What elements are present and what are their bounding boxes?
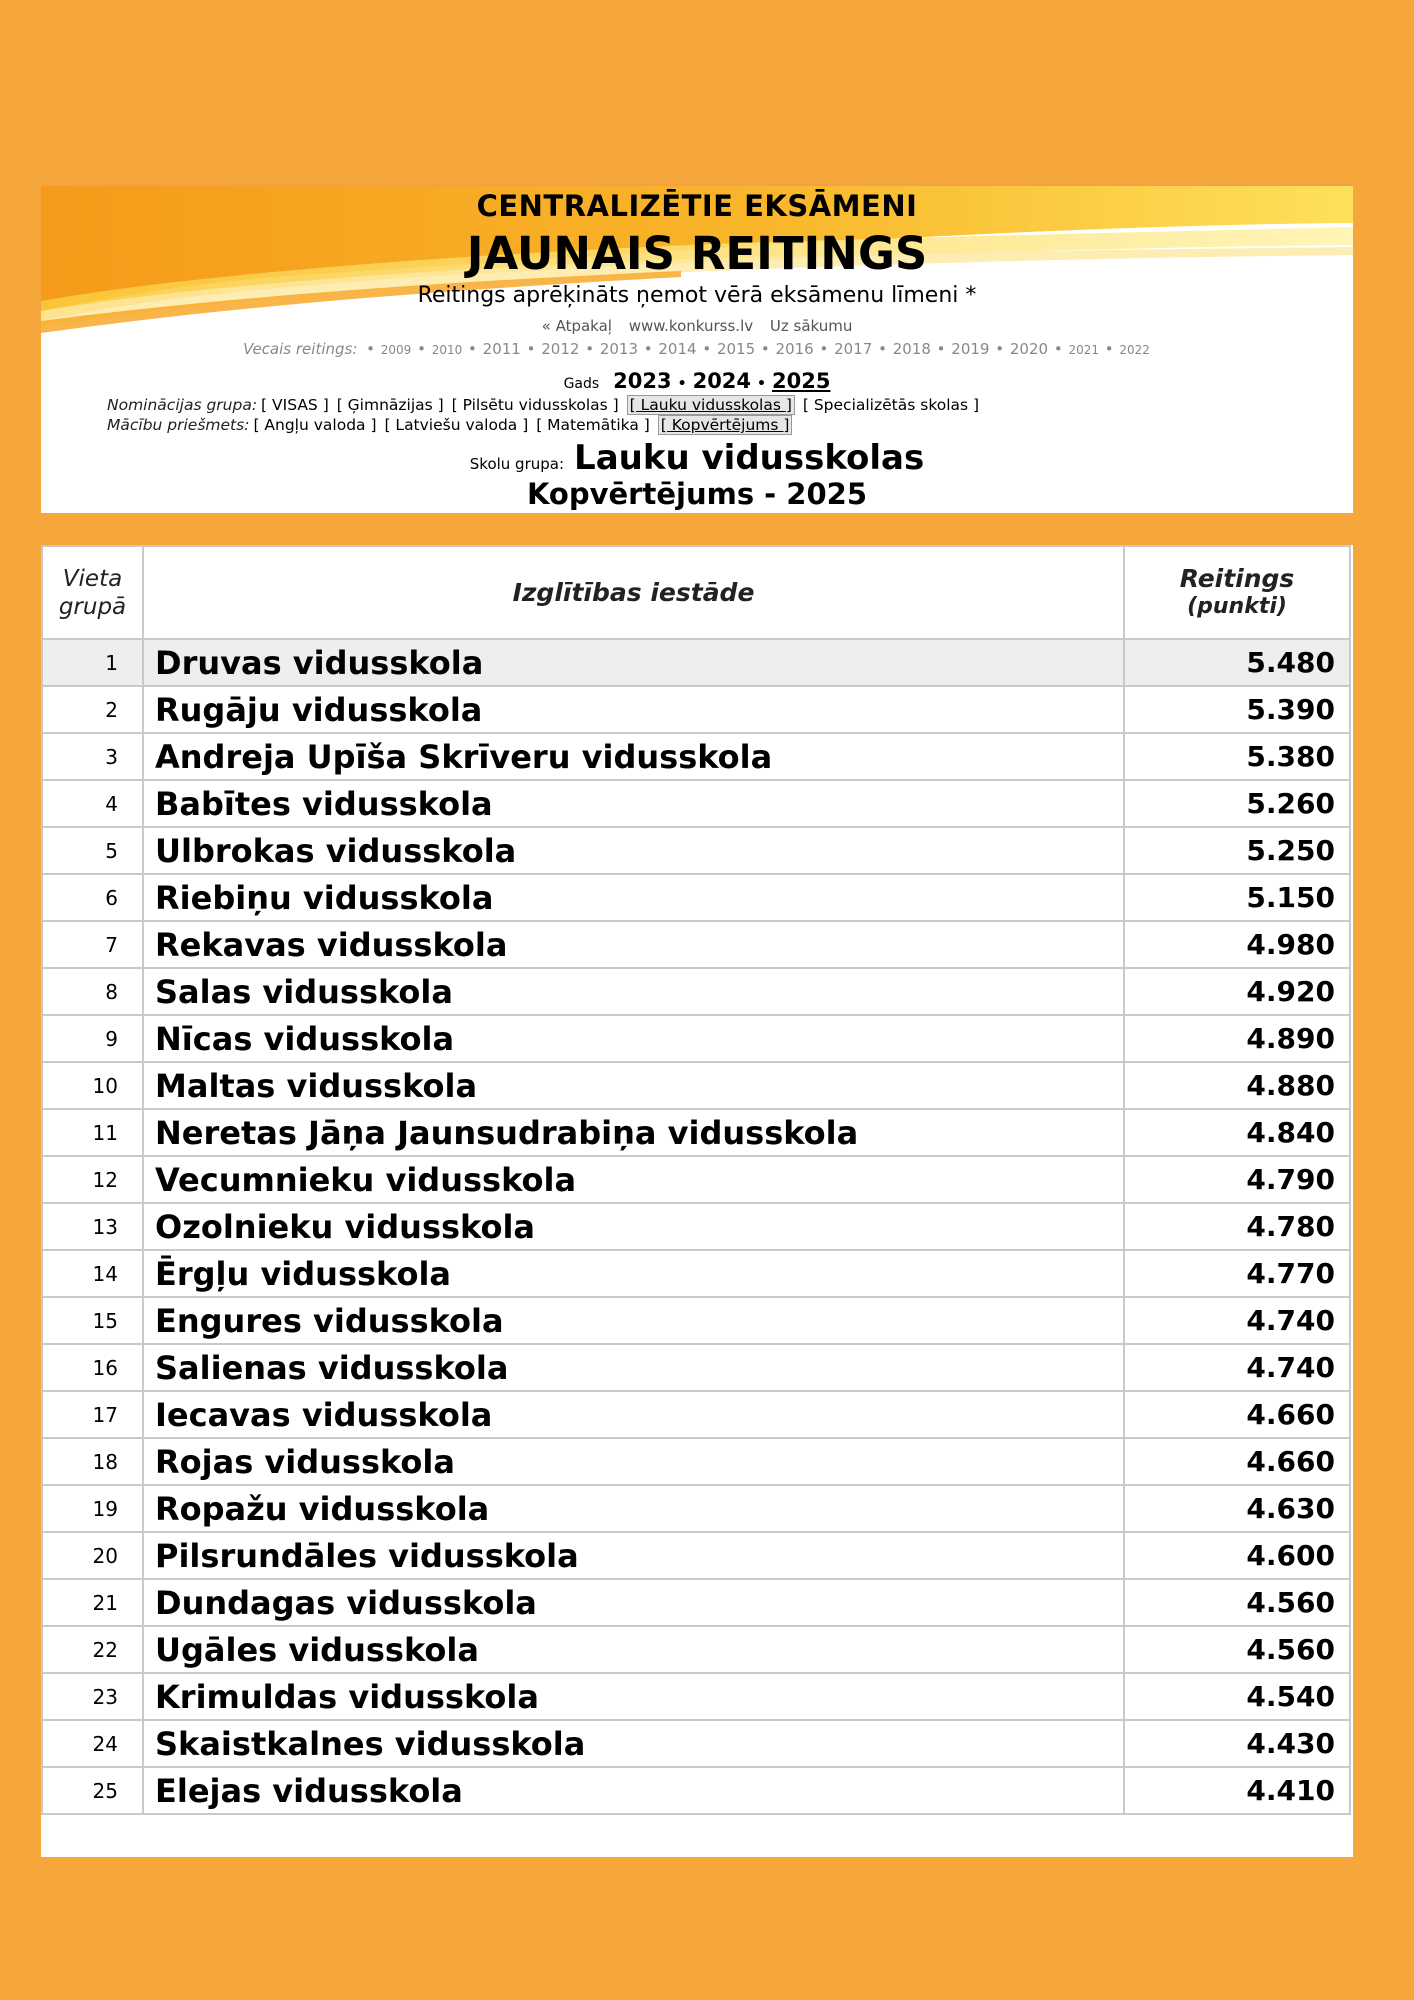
old-year-link[interactable]: 2009	[380, 343, 412, 357]
school-column-header: Izglītības iestāde	[143, 546, 1124, 639]
score-cell: 4.780	[1124, 1203, 1350, 1250]
table-row	[42, 921, 1350, 968]
table-row	[42, 1156, 1350, 1203]
old-year-link[interactable]: 2018	[892, 340, 931, 358]
place-cell: 5	[42, 827, 143, 874]
score-cell: 4.890	[1124, 1015, 1350, 1062]
old-year-link[interactable]: 2012	[541, 340, 580, 358]
separator-dot: •	[361, 340, 380, 358]
old-year-link[interactable]: 2022	[1119, 343, 1150, 357]
school-cell: Ērgļu vidusskola	[143, 1250, 1124, 1297]
score-cell: 4.660	[1124, 1438, 1350, 1485]
school-cell: Rekavas vidusskola	[143, 921, 1124, 968]
school-cell: Ulbrokas vidusskola	[143, 827, 1124, 874]
school-cell: Elejas vidusskola	[143, 1767, 1124, 1814]
table-row	[42, 1579, 1350, 1626]
old-year-link[interactable]: 2021	[1068, 343, 1099, 357]
score-cell: 4.560	[1124, 1626, 1350, 1673]
place-column-header	[42, 546, 143, 639]
score-header-line2: (punkti)	[1187, 593, 1287, 619]
nomination-group-filter	[107, 396, 982, 414]
score-cell: 5.250	[1124, 827, 1350, 874]
score-cell: 4.430	[1124, 1720, 1350, 1767]
score-cell: 4.880	[1124, 1062, 1350, 1109]
subject-options	[253, 416, 795, 434]
table-row	[42, 1720, 1350, 1767]
place-cell: 25	[42, 1767, 143, 1814]
place-cell: 21	[42, 1579, 143, 1626]
separator-dot: •	[412, 340, 431, 358]
table-row	[42, 1344, 1350, 1391]
separator-dot: •	[814, 340, 834, 358]
place-cell: 19	[42, 1485, 143, 1532]
old-ratings-row	[41, 340, 1353, 358]
separator-dot: •	[1099, 340, 1119, 358]
score-cell: 4.660	[1124, 1391, 1350, 1438]
score-cell: 4.980	[1124, 921, 1350, 968]
year-link[interactable]: 2025	[771, 369, 831, 393]
place-cell: 8	[42, 968, 143, 1015]
year-selector	[41, 369, 1353, 393]
score-cell: 5.260	[1124, 780, 1350, 827]
table-row	[42, 1532, 1350, 1579]
table-row	[42, 639, 1350, 686]
home-link[interactable]: Uz sākumu	[769, 317, 853, 335]
table-body	[42, 639, 1350, 1814]
old-year-link[interactable]: 2010	[431, 343, 463, 357]
old-year-link[interactable]: 2015	[716, 340, 756, 358]
place-cell: 12	[42, 1156, 143, 1203]
header-subtitle: Reitings aprēķināts ņemot vērā eksāmenu līmeni *	[417, 283, 977, 308]
school-cell: Pilsrundāles vidusskola	[143, 1532, 1124, 1579]
year-link[interactable]: 2024	[692, 369, 752, 393]
school-cell: Neretas Jāņa Jaunsudrabiņa vidusskola	[143, 1109, 1124, 1156]
school-cell: Andreja Upīša Skrīveru vidusskola	[143, 733, 1124, 780]
school-cell: Krimuldas vidusskola	[143, 1673, 1124, 1720]
table-row	[42, 1673, 1350, 1720]
nomination-option[interactable]: [ Lauku vidusskolas ]	[627, 395, 795, 415]
table-row	[42, 1626, 1350, 1673]
old-years-list	[361, 340, 1151, 358]
place-cell: 11	[42, 1109, 143, 1156]
table-row	[42, 827, 1350, 874]
subject-filter	[107, 416, 795, 434]
score-cell: 4.840	[1124, 1109, 1350, 1156]
school-cell: Ozolnieku vidusskola	[143, 1203, 1124, 1250]
place-cell: 2	[42, 686, 143, 733]
ranking-table	[41, 545, 1351, 1815]
old-year-link[interactable]: 2016	[775, 340, 814, 358]
table-row	[42, 1485, 1350, 1532]
table-row	[42, 1767, 1350, 1814]
school-group-label: Skolu grupa:	[469, 455, 565, 473]
score-cell: 5.390	[1124, 686, 1350, 733]
nomination-option[interactable]: [ VISAS ]	[261, 396, 329, 414]
place-cell: 16	[42, 1344, 143, 1391]
score-cell: 5.480	[1124, 639, 1350, 686]
score-cell: 4.770	[1124, 1250, 1350, 1297]
site-link[interactable]: www.konkurss.lv	[628, 317, 754, 335]
school-cell: Salas vidusskola	[143, 968, 1124, 1015]
table-row	[42, 1250, 1350, 1297]
nomination-option[interactable]: [ Pilsētu vidusskolas ]	[451, 396, 619, 414]
table-row	[42, 1297, 1350, 1344]
separator-dot: •	[677, 376, 687, 392]
old-year-link[interactable]: 2019	[951, 340, 990, 358]
back-link[interactable]: « Atpakaļ	[541, 317, 612, 335]
place-cell: 10	[42, 1062, 143, 1109]
score-cell: 4.600	[1124, 1532, 1350, 1579]
place-cell: 23	[42, 1673, 143, 1720]
place-cell: 18	[42, 1438, 143, 1485]
separator-dot: •	[931, 340, 951, 358]
score-cell: 4.630	[1124, 1485, 1350, 1532]
table-row	[42, 1391, 1350, 1438]
table-row	[42, 1109, 1350, 1156]
school-cell: Maltas vidusskola	[143, 1062, 1124, 1109]
table-row	[42, 1438, 1350, 1485]
school-cell: Rojas vidusskola	[143, 1438, 1124, 1485]
place-cell: 14	[42, 1250, 143, 1297]
separator-dot: •	[757, 376, 766, 392]
old-year-link[interactable]: 2014	[658, 340, 697, 358]
school-cell: Iecavas vidusskola	[143, 1391, 1124, 1438]
separator-dot: •	[463, 340, 482, 358]
school-cell: Druvas vidusskola	[143, 639, 1124, 686]
score-column-header	[1124, 546, 1350, 639]
nomination-option[interactable]: [ Ģimnāzijas ]	[336, 396, 444, 414]
place-cell: 4	[42, 780, 143, 827]
nomination-option[interactable]: [ Specializētās skolas ]	[802, 396, 980, 414]
place-cell: 20	[42, 1532, 143, 1579]
old-year-link[interactable]: 2017	[834, 340, 873, 358]
school-cell: Babītes vidusskola	[143, 780, 1124, 827]
table-row	[42, 874, 1350, 921]
header-banner	[41, 183, 1353, 513]
school-cell: Ugāles vidusskola	[143, 1626, 1124, 1673]
school-cell: Vecumnieku vidusskola	[143, 1156, 1124, 1203]
school-cell: Riebiņu vidusskola	[143, 874, 1124, 921]
table-row	[42, 686, 1350, 733]
place-cell: 6	[42, 874, 143, 921]
place-cell: 13	[42, 1203, 143, 1250]
school-cell: Engures vidusskola	[143, 1297, 1124, 1344]
old-year-link[interactable]: 2013	[599, 340, 638, 358]
school-cell: Skaistkalnes vidusskola	[143, 1720, 1124, 1767]
ranking-table-container	[41, 545, 1353, 1857]
subject-option[interactable]: [ Angļu valoda ]	[253, 416, 377, 434]
place-cell: 22	[42, 1626, 143, 1673]
school-cell: Nīcas vidusskola	[143, 1015, 1124, 1062]
subject-option[interactable]: [ Matemātika ]	[536, 416, 650, 434]
table-row	[42, 733, 1350, 780]
table-row	[42, 968, 1350, 1015]
school-group-heading	[41, 438, 1353, 478]
place-cell: 1	[42, 639, 143, 686]
old-year-link[interactable]: 2011	[482, 340, 521, 358]
place-cell: 7	[42, 921, 143, 968]
result-title: Kopvērtējums - 2025	[526, 477, 868, 511]
subject-option[interactable]: [ Kopvērtējums ]	[658, 415, 793, 435]
place-cell: 24	[42, 1720, 143, 1767]
place-cell: 3	[42, 733, 143, 780]
score-cell: 4.410	[1124, 1767, 1350, 1814]
table-row	[42, 1203, 1350, 1250]
year-label: Gads	[563, 376, 600, 392]
old-year-link[interactable]: 2020	[1009, 340, 1049, 358]
score-cell: 5.150	[1124, 874, 1350, 921]
separator-dot: •	[521, 340, 541, 358]
header-title-line2: JAUNAIS REITINGS	[466, 227, 928, 280]
years-list	[613, 369, 830, 393]
table-row	[42, 1015, 1350, 1062]
place-header-line2: grupā	[58, 593, 127, 620]
table-row	[42, 1062, 1350, 1109]
separator-dot: •	[873, 340, 892, 358]
score-header-line1: Reitings	[1179, 563, 1295, 593]
table-row	[42, 780, 1350, 827]
subject-label: Mācību priešmets:	[107, 416, 250, 434]
separator-dot: •	[697, 340, 716, 358]
school-cell: Ropažu vidusskola	[143, 1485, 1124, 1532]
separator-dot: •	[990, 340, 1009, 358]
subject-option[interactable]: [ Latviešu valoda ]	[384, 416, 529, 434]
score-cell: 4.740	[1124, 1344, 1350, 1391]
score-cell: 4.560	[1124, 1579, 1350, 1626]
school-cell: Dundagas vidusskola	[143, 1579, 1124, 1626]
place-header-line1: Vieta	[62, 565, 123, 592]
year-link[interactable]: 2023	[613, 369, 672, 393]
place-cell: 17	[42, 1391, 143, 1438]
place-cell: 9	[42, 1015, 143, 1062]
score-cell: 4.540	[1124, 1673, 1350, 1720]
separator-dot: •	[580, 340, 599, 358]
score-cell: 5.380	[1124, 733, 1350, 780]
place-cell: 15	[42, 1297, 143, 1344]
separator-dot: •	[756, 340, 775, 358]
school-cell: Rugāju vidusskola	[143, 686, 1124, 733]
score-cell: 4.920	[1124, 968, 1350, 1015]
header-title-line1: CENTRALIZĒTIE EKSĀMENI	[476, 189, 918, 223]
old-ratings-label: Vecais reitings:	[243, 340, 358, 358]
header-nav	[41, 317, 1353, 335]
school-cell: Salienas vidusskola	[143, 1344, 1124, 1391]
nomination-options	[261, 396, 982, 414]
school-group-value: Lauku vidusskolas	[574, 438, 925, 478]
nomination-label: Nominācijas grupa:	[107, 396, 258, 414]
separator-dot: •	[639, 340, 658, 358]
table-header-row	[42, 546, 1350, 639]
score-cell: 4.740	[1124, 1297, 1350, 1344]
score-cell: 4.790	[1124, 1156, 1350, 1203]
separator-dot: •	[1049, 340, 1068, 358]
